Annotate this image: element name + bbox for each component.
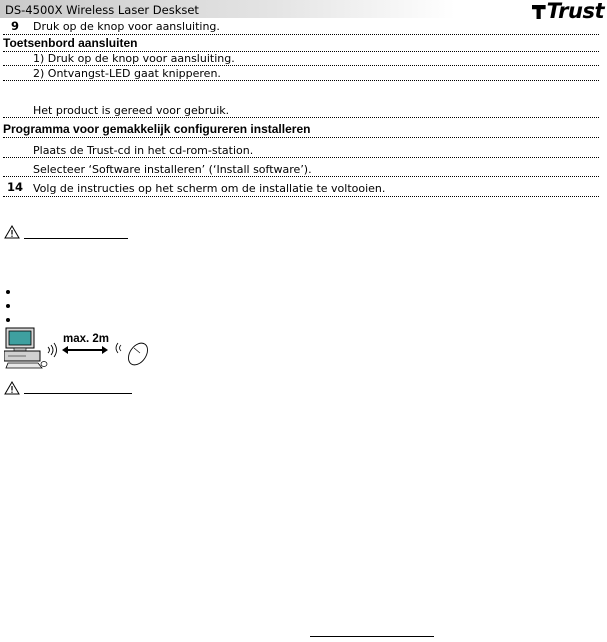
bullet-point — [6, 290, 10, 294]
signal-waves-icon — [116, 343, 121, 353]
step-row-9 — [3, 18, 599, 35]
document-title: DS-4500X Wireless Laser Deskset — [5, 3, 199, 17]
warning-underline — [24, 238, 128, 239]
ready-row — [3, 103, 599, 118]
step-text: Plaats de Trust-cd in het cd-rom-station. — [33, 144, 254, 157]
step-text: Druk op de knop voor aansluiting. — [33, 20, 220, 33]
distance-arrow — [62, 346, 108, 354]
kb-step-1 — [3, 51, 599, 66]
step-text: Het product is gereed voor gebruik. — [33, 104, 230, 117]
sw-step-2 — [3, 162, 599, 177]
trust-logo-icon — [532, 5, 546, 19]
step-number: 14 — [6, 180, 23, 194]
step-text: Selecteer ‘Software installeren’ (‘Install software’). — [33, 163, 312, 176]
distance-label: max. 2m — [63, 333, 110, 345]
trust-logo-text: Trust — [546, 0, 604, 23]
warning-underline — [24, 393, 132, 394]
warning-triangle-icon — [4, 381, 26, 395]
bullet-point — [6, 318, 10, 322]
step-text: 2) Ontvangst-LED gaat knipperen. — [33, 67, 221, 80]
signal-waves-icon — [48, 343, 57, 357]
warning-triangle-icon — [4, 225, 26, 239]
section-heading-keyboard: Toetsenbord aansluiten — [3, 36, 599, 52]
kb-step-2 — [3, 66, 599, 81]
step-row-14 — [3, 180, 599, 197]
step-number: 9 — [10, 19, 19, 33]
footer-line — [310, 636, 434, 637]
computer-icon — [4, 328, 47, 368]
step-text: 1) Druk op de knop voor aansluiting. — [33, 52, 235, 65]
wireless-mouse-icon — [125, 340, 152, 369]
sw-step-1 — [3, 143, 599, 158]
bullet-point — [6, 304, 10, 308]
step-text: Volg de instructies op het scherm om de installatie te voltooien. — [33, 182, 386, 195]
section-heading-software: Programma voor gemakkelijk configureren installeren — [3, 122, 599, 138]
